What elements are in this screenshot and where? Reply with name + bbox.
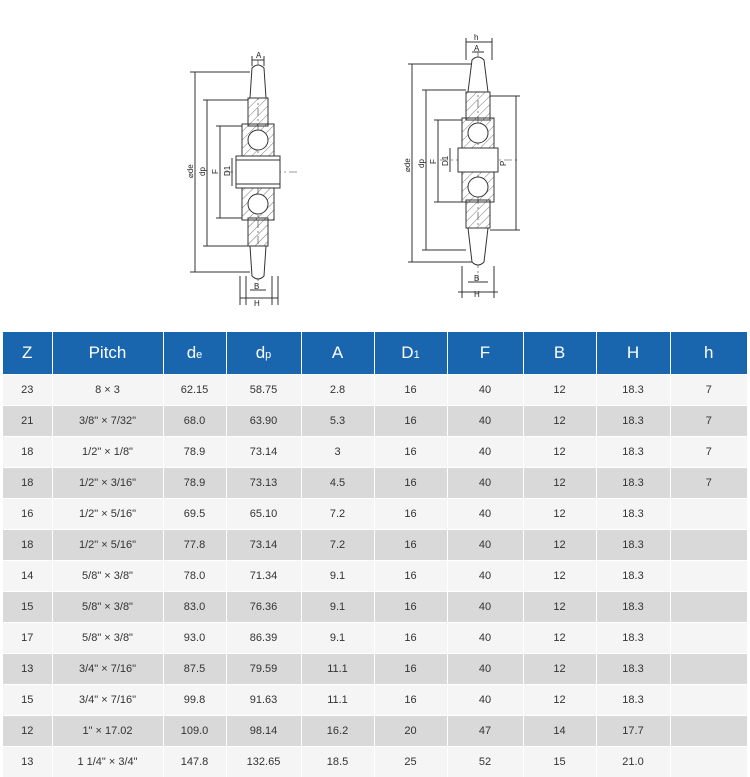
table-cell-h-lower: 7 [670,437,747,468]
table-cell-dp: 58.75 [226,375,301,406]
column-header-label: D [401,343,414,362]
table-cell-pitch: 3/8" × 7/32" [52,406,163,437]
table-cell-h-lower [670,747,747,777]
table-cell-a: 16.2 [301,716,374,747]
table-cell-de: 83.0 [163,592,226,623]
table-row [3,375,747,406]
table-cell-dp: 86.39 [226,623,301,654]
column-header-a [301,332,374,375]
column-header-label: H [626,343,640,362]
table-row [3,623,747,654]
table-cell-f: 40 [447,685,523,716]
table-cell-a: 2.8 [301,375,374,406]
table-cell-h-lower: 7 [670,375,747,406]
table-cell-z: 13 [3,747,52,777]
column-header-pitch [52,332,163,375]
table-cell-de: 99.8 [163,685,226,716]
right-label-f: F [429,159,438,164]
column-header-label: B [553,343,566,362]
table-cell-de: 147.8 [163,747,226,777]
table-cell-d1: 16 [374,530,447,561]
table-cell-dp: 91.63 [226,685,301,716]
table-cell-pitch: 1/2" × 3/16" [52,468,163,499]
left-label-de: ⌀de [186,164,195,178]
table-row [3,406,747,437]
column-header-z [3,332,52,375]
table-cell-h-lower [670,499,747,530]
table-cell-de: 109.0 [163,716,226,747]
column-header-subscript: e [196,349,203,361]
table-cell-f: 40 [447,406,523,437]
table-cell-b: 12 [523,437,596,468]
table-cell-h-upper: 18.3 [596,406,670,437]
table-cell-h-lower: 7 [670,468,747,499]
column-header-label: d [255,343,266,362]
left-label-a: A [256,51,262,60]
column-header-h-lower [670,332,747,375]
table-cell-a: 9.1 [301,623,374,654]
table-cell-a: 7.2 [301,530,374,561]
table-cell-b: 12 [523,685,596,716]
table-cell-dp: 73.13 [226,468,301,499]
table-row [3,716,747,747]
table-cell-h-lower [670,623,747,654]
table-cell-f: 52 [447,747,523,777]
table-cell-pitch: 1 1/4" × 3/4" [52,747,163,777]
table-row [3,747,747,777]
column-header-h-upper [596,332,670,375]
table-cell-b: 12 [523,530,596,561]
table-cell-f: 40 [447,561,523,592]
table-cell-f: 40 [447,654,523,685]
right-label-b: B [474,274,480,283]
table-cell-f: 40 [447,437,523,468]
table-cell-h-upper: 21.0 [596,747,670,777]
table-cell-dp: 73.14 [226,530,301,561]
table-cell-f: 40 [447,623,523,654]
column-header-label: Pitch [88,343,127,362]
table-cell-z: 12 [3,716,52,747]
table-row [3,437,747,468]
table-cell-z: 13 [3,654,52,685]
table-row [3,685,747,716]
right-label-d1: D1 [441,155,450,166]
table-cell-a: 3 [301,437,374,468]
table-cell-pitch: 5/8" × 3/8" [52,623,163,654]
table-cell-z: 18 [3,468,52,499]
table-cell-h-lower [670,685,747,716]
right-label-a: A [474,44,480,53]
column-header-label: F [479,343,491,362]
table-cell-f: 47 [447,716,523,747]
left-label-b: B [254,282,260,291]
table-cell-b: 14 [523,716,596,747]
table-cell-h-upper: 18.3 [596,375,670,406]
table-cell-dp: 65.10 [226,499,301,530]
table-cell-a: 4.5 [301,468,374,499]
table-cell-z: 14 [3,561,52,592]
right-label-dp: dp [417,159,426,168]
table-cell-d1: 16 [374,375,447,406]
table-cell-h-lower [670,530,747,561]
table-cell-d1: 16 [374,561,447,592]
table-cell-h-upper: 18.3 [596,654,670,685]
left-label-dp: dp [198,167,207,176]
table-cell-pitch: 3/4" × 7/16" [52,685,163,716]
table-cell-dp: 79.59 [226,654,301,685]
table-cell-d1: 16 [374,406,447,437]
table-cell-b: 12 [523,592,596,623]
table-cell-b: 12 [523,561,596,592]
table-cell-h-upper: 18.3 [596,685,670,716]
table-cell-a: 7.2 [301,499,374,530]
table-cell-z: 17 [3,623,52,654]
table-cell-d1: 16 [374,499,447,530]
table-cell-d1: 16 [374,623,447,654]
right-label-hh: H [474,290,480,299]
table-row [3,561,747,592]
table-cell-d1: 16 [374,437,447,468]
table-cell-b: 12 [523,623,596,654]
column-header-label: Z [22,343,33,362]
table-cell-f: 40 [447,375,523,406]
table-cell-f: 40 [447,530,523,561]
table-cell-b: 12 [523,654,596,685]
table-cell-dp: 76.36 [226,592,301,623]
table-cell-z: 16 [3,499,52,530]
table-cell-h-lower: 7 [670,406,747,437]
table-cell-h-lower [670,592,747,623]
table-cell-d1: 16 [374,654,447,685]
table-cell-de: 68.0 [163,406,226,437]
right-label-h: h [474,33,479,42]
table-cell-de: 78.9 [163,437,226,468]
table-row [3,499,747,530]
table-cell-h-upper: 18.3 [596,499,670,530]
column-header-label: h [704,343,714,362]
table-cell-dp: 73.14 [226,437,301,468]
table-cell-z: 18 [3,530,52,561]
sprocket-spec-table [3,332,747,777]
table-cell-a: 9.1 [301,561,374,592]
table-cell-z: 15 [3,592,52,623]
table-row [3,654,747,685]
column-header-label: d [186,343,197,362]
table-cell-h-lower [670,561,747,592]
table-cell-pitch: 1/2" × 5/16" [52,530,163,561]
table-cell-h-upper: 18.3 [596,592,670,623]
table-cell-de: 62.15 [163,375,226,406]
table-cell-h-lower [670,716,747,747]
table-cell-b: 12 [523,499,596,530]
right-label-de: ⌀de [403,158,412,172]
table-row [3,592,747,623]
table-cell-b: 15 [523,747,596,777]
table-cell-h-upper: 18.3 [596,623,670,654]
table-cell-z: 21 [3,406,52,437]
left-label-d1: D1 [223,165,232,176]
table-cell-f: 40 [447,468,523,499]
table-row [3,468,747,499]
table-cell-h-upper: 18.3 [596,437,670,468]
table-cell-pitch: 1/2" × 1/8" [52,437,163,468]
table-cell-h-upper: 18.3 [596,561,670,592]
table-cell-pitch: 1/2" × 5/16" [52,499,163,530]
table-cell-d1: 20 [374,716,447,747]
table-cell-pitch: 5/8" × 3/8" [52,561,163,592]
table-cell-f: 40 [447,592,523,623]
left-label-f: F [211,169,220,174]
table-cell-h-lower [670,654,747,685]
table-cell-pitch: 5/8" × 3/8" [52,592,163,623]
table-cell-b: 12 [523,406,596,437]
table-cell-de: 69.5 [163,499,226,530]
table-cell-d1: 16 [374,592,447,623]
table-cell-dp: 71.34 [226,561,301,592]
table-cell-d1: 16 [374,468,447,499]
table-cell-a: 5.3 [301,406,374,437]
table-cell-z: 15 [3,685,52,716]
table-cell-de: 93.0 [163,623,226,654]
column-header-f [447,332,523,375]
column-header-b [523,332,596,375]
table-cell-z: 18 [3,437,52,468]
table-cell-z: 23 [3,375,52,406]
left-label-h: H [254,299,260,308]
table-cell-dp: 132.65 [226,747,301,777]
table-cell-de: 78.9 [163,468,226,499]
table-cell-h-upper: 18.3 [596,468,670,499]
table-row [3,530,747,561]
column-header-label: A [331,343,344,362]
table-body [3,375,747,777]
column-header-de [163,332,226,375]
table-cell-de: 77.8 [163,530,226,561]
table-cell-a: 11.1 [301,685,374,716]
table-cell-dp: 63.90 [226,406,301,437]
table-cell-a: 18.5 [301,747,374,777]
table-cell-pitch: 1" × 17.02 [52,716,163,747]
table-cell-h-upper: 18.3 [596,530,670,561]
table-header-row [3,332,747,375]
column-header-dp [226,332,301,375]
table-cell-pitch: 8 × 3 [52,375,163,406]
table-cell-pitch: 3/4" × 7/16" [52,654,163,685]
table-cell-de: 87.5 [163,654,226,685]
table-cell-h-upper: 17.7 [596,716,670,747]
left-sprocket-drawing [190,56,300,305]
table-cell-dp: 98.14 [226,716,301,747]
table-cell-a: 9.1 [301,592,374,623]
table-cell-de: 78.0 [163,561,226,592]
column-header-subscript: p [265,349,272,361]
table-cell-d1: 16 [374,685,447,716]
table-cell-a: 11.1 [301,654,374,685]
table-cell-f: 40 [447,499,523,530]
table-cell-b: 12 [523,468,596,499]
technical-drawings [0,0,750,320]
table-cell-d1: 25 [374,747,447,777]
column-header-d1 [374,332,447,375]
drawings-svg [0,0,750,320]
right-label-p: P [499,160,508,166]
table-cell-b: 12 [523,375,596,406]
column-header-subscript: 1 [413,349,420,361]
